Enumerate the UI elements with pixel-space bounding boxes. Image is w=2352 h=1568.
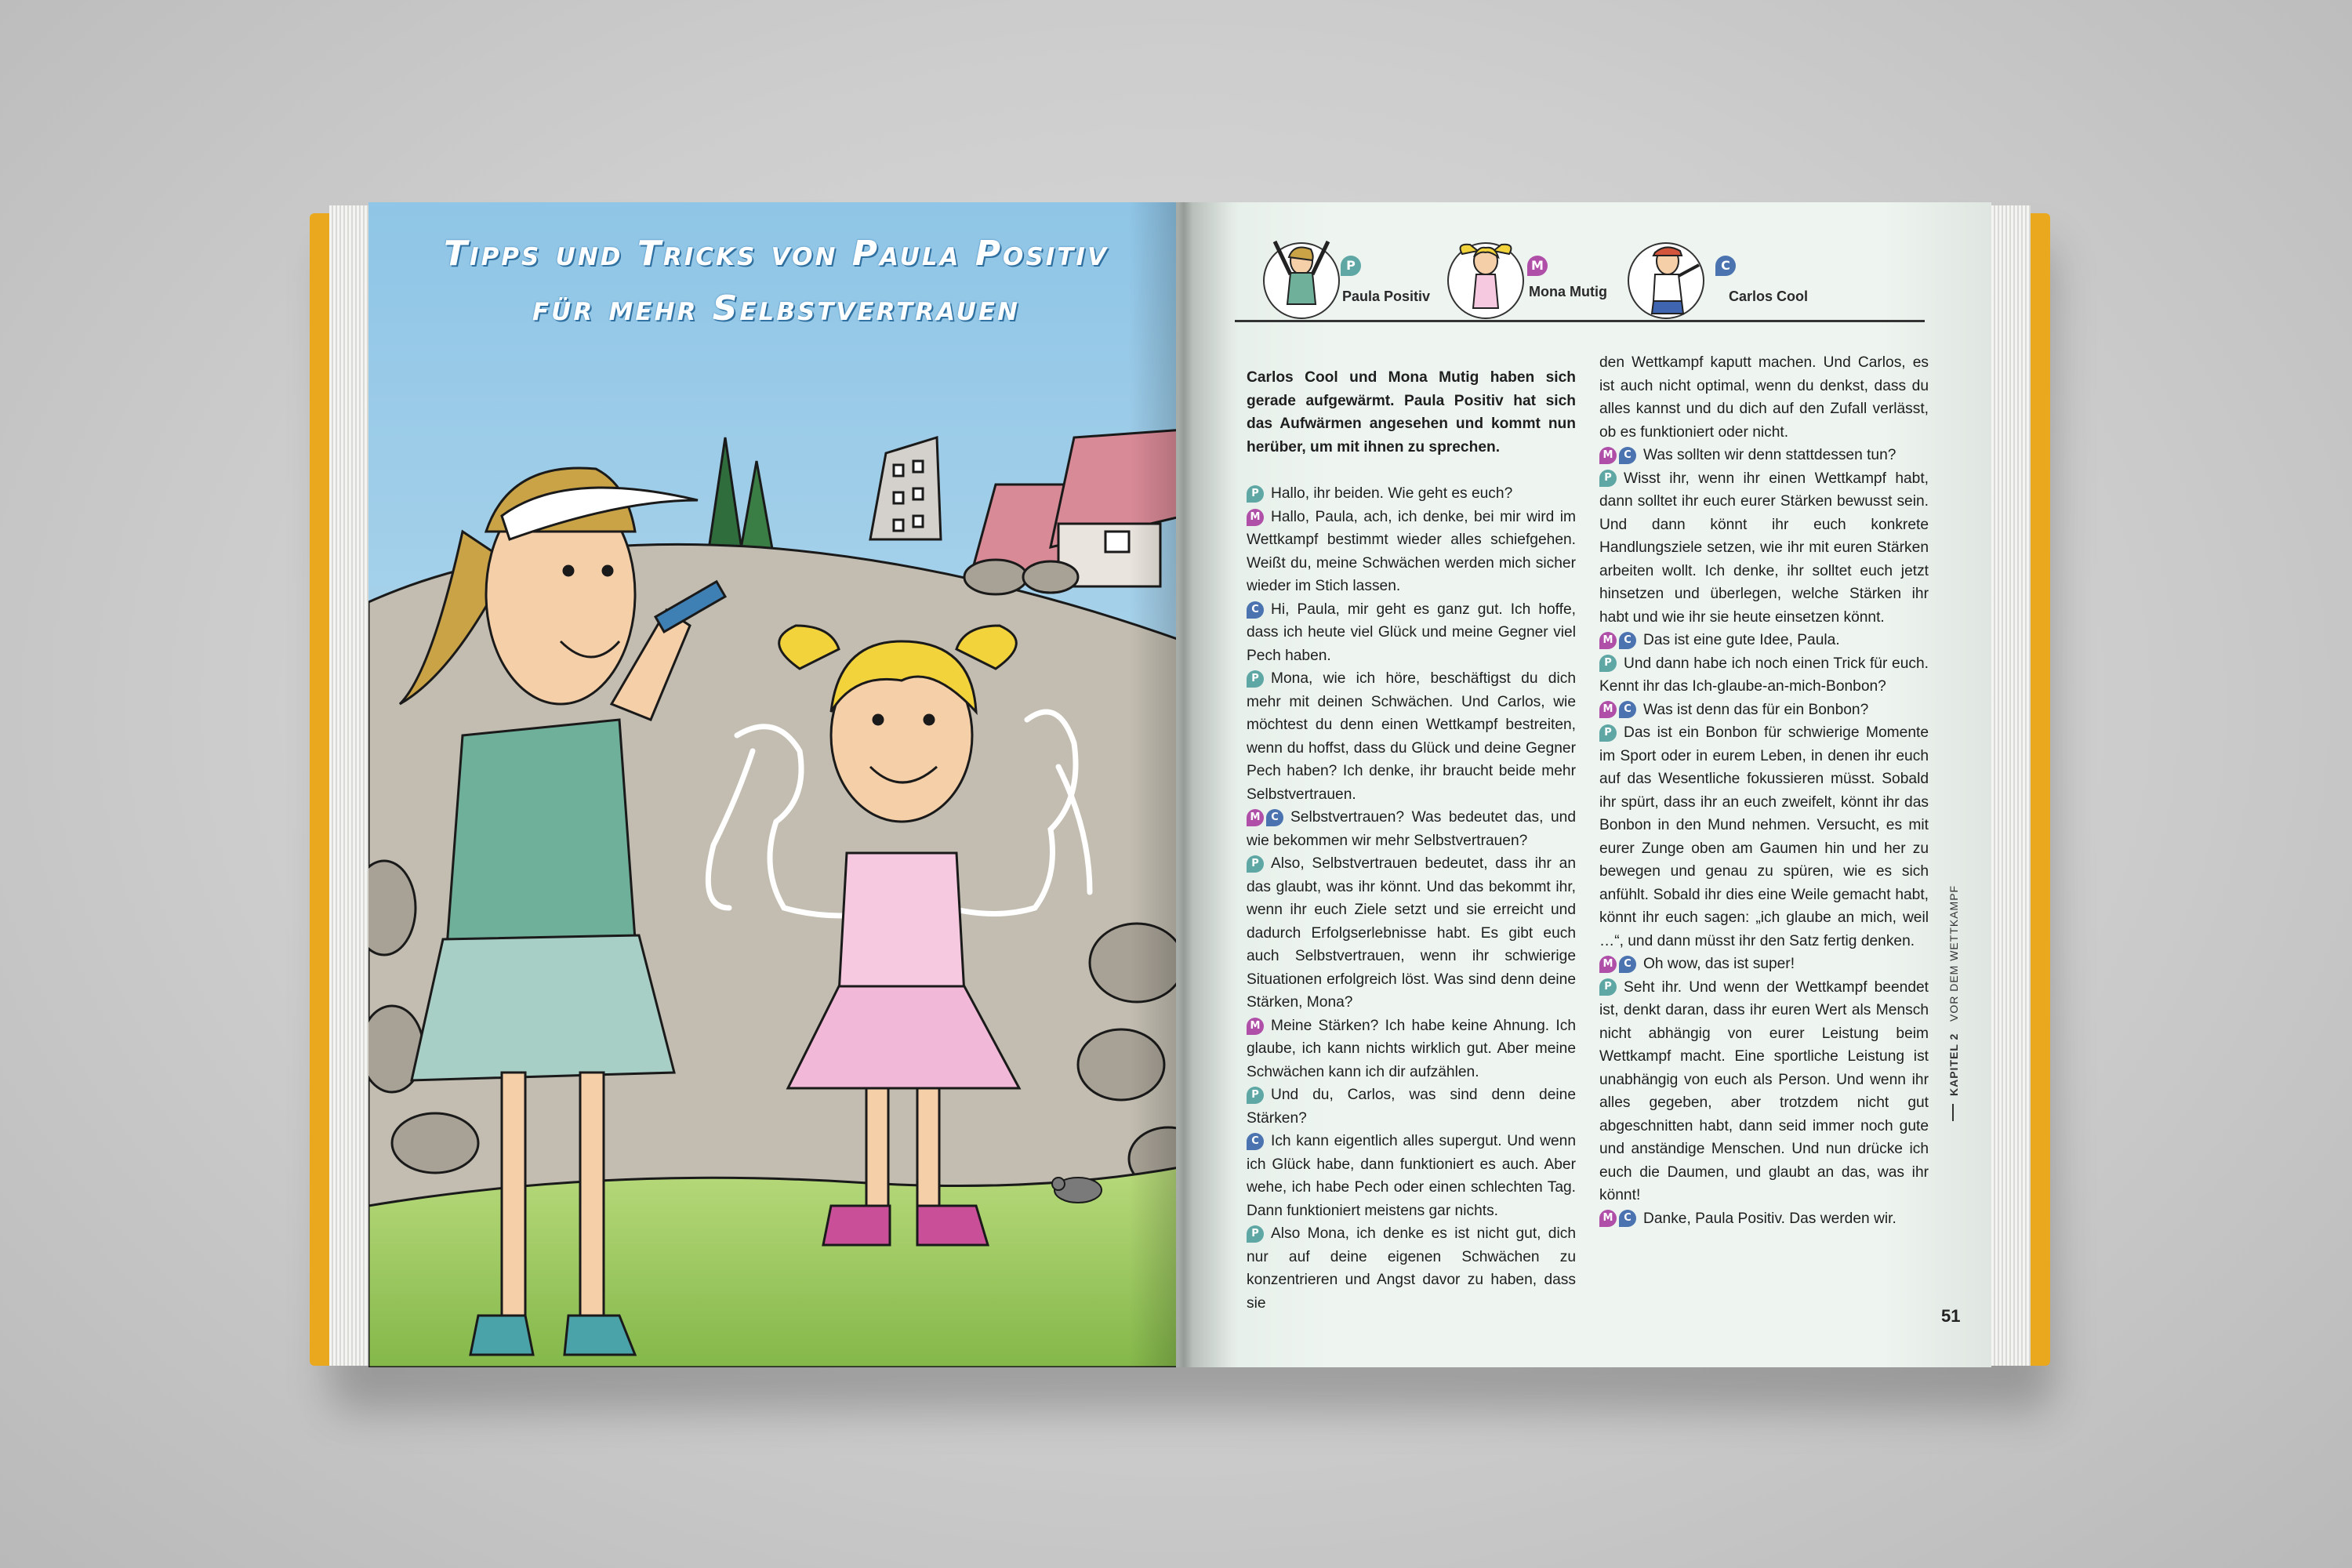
dialogue-line xyxy=(1247,806,1576,852)
dialogue-line xyxy=(1247,1083,1576,1130)
speaker-badge-icon: M xyxy=(1247,1018,1264,1035)
header-rule xyxy=(1235,320,1925,322)
dialogue-line xyxy=(1599,444,1929,467)
carlos-portrait xyxy=(1627,226,1705,320)
dialogue-line xyxy=(1247,1222,1576,1315)
dialogue-line xyxy=(1599,351,1929,444)
speaker-badge-icon: P xyxy=(1599,655,1617,672)
page-number: 51 xyxy=(1941,1306,1961,1326)
speaker-badge-icon: P xyxy=(1247,485,1264,503)
paula-badge: P xyxy=(1341,256,1361,276)
speaker-badge-icon: C xyxy=(1619,956,1636,973)
dialogue-text: Und du, Carlos, was sind denn deine Stärken? xyxy=(1247,1087,1576,1127)
chapter-running-head xyxy=(1947,885,1960,1096)
speaker-icons xyxy=(1599,655,1619,672)
speaker-icons xyxy=(1599,632,1639,648)
dialogue-text: Hallo, ihr beiden. Wie geht es euch? xyxy=(1271,485,1513,503)
dialogue-line xyxy=(1247,667,1576,806)
speaker-icons xyxy=(1599,956,1639,972)
carlos-name: Carlos Cool xyxy=(1729,289,1809,304)
speaker-badge-icon: C xyxy=(1619,447,1636,464)
dialogue-text: Das ist ein Bonbon für schwierige Momente im Sport oder in eurem Leben, in denen ihr euch auf das Wesentliche fokussieren müsst. Sobald ihr spürt, dass ihr an euch zweifelt, könnt ihr das Bonbon in den Mund nehmen. Versucht, es mit eurer Zunge oben am Gaumen hin und her zu bewegen und genau zu spüren, wie es sich anfühlt. Sobald ihr dies eine Weile gemacht habt, könnt ihr euch sagen: „ich glaube an mich, weil …“, und dann müsst ihr den Satz fertig denken. xyxy=(1599,724,1929,949)
speaker-icons xyxy=(1247,601,1266,618)
illustration-title-line1: Tipps und Tricks von Paula Positiv xyxy=(444,234,1109,274)
speaker-icons xyxy=(1247,1018,1266,1034)
dialogue-text: Das ist eine gute Idee, Paula. xyxy=(1643,632,1840,648)
speaker-badge-icon: C xyxy=(1619,632,1636,649)
dialogue-text: Wisst ihr, wenn ihr einen Wettkampf habt, dann solltet ihr euch eurer Stärken bewusst sein. Und dann könnt ihr euch konkrete Handlungsziele setzen, wie ihr mit euren Stärken arbeiten wollt. Ich denke, ihr solltet euch jetzt hinsetzen und überlegen, welche Stärken ihr habt und wie ihr sie heute einsetzen könnt. xyxy=(1599,470,1929,626)
dialogue-text: Meine Stärken? Ich habe keine Ahnung. Ich glaube, ich kann nichts wirklich gut. Aber meine Schwächen kann ich dir aufzählen. xyxy=(1247,1017,1576,1080)
dialogue-text: Ich kann eigentlich alles supergut. Und wenn ich Glück habe, dann funktioniert es auch. Aber wehe, ich habe Pech oder einen schlechten Tag. Dann funktioniert meistens gar nichts. xyxy=(1247,1133,1576,1219)
dialogue-line xyxy=(1247,852,1576,1014)
dialogue-line xyxy=(1599,953,1929,976)
dialogue-line xyxy=(1247,598,1576,668)
chapter-label: KAPITEL 2 xyxy=(1947,1033,1960,1096)
intro-paragraph: Carlos Cool und Mona Mutig haben sich gerade aufgewärmt. Paula Positiv hat sich das Aufwärmen angesehen und kommt nun herüber, um mit ihnen zu sprechen. xyxy=(1247,369,1576,456)
dialogue-line xyxy=(1599,467,1929,630)
dialogue-text: Oh wow, das ist super! xyxy=(1643,956,1795,972)
speaker-badge-icon: C xyxy=(1619,1210,1636,1227)
speaker-badge-icon: P xyxy=(1599,978,1617,996)
mona-portrait xyxy=(1446,226,1525,320)
speaker-badge-icon: P xyxy=(1247,855,1264,873)
dialogue-column-2 xyxy=(1599,351,1929,1230)
speaker-icons xyxy=(1247,670,1266,687)
speaker-icons xyxy=(1247,485,1266,502)
speaker-badge-icon: C xyxy=(1266,809,1283,826)
dialogue-text: Also, Selbstvertrauen bedeutet, dass ihr an das glaubt, was ihr könnt. Und das bekommt ihr, wenn ihr euch Ziele setzt und sie erreicht und dadurch Erfolgserlebnisse habt. Es gibt euch auch Selbstvertrauen, wenn ihr schwierige Situationen erfolgreich löst. Was sind denn deine Stärken, Mona? xyxy=(1247,855,1576,1011)
speaker-badge-icon: C xyxy=(1247,601,1264,619)
speaker-badge-icon: M xyxy=(1599,632,1617,649)
speaker-badge-icon: M xyxy=(1247,509,1264,526)
text-column-1 xyxy=(1247,351,1576,1315)
speaker-badge-icon: M xyxy=(1599,701,1617,718)
speaker-badge-icon: C xyxy=(1619,701,1636,718)
left-page xyxy=(368,202,1184,1367)
dialogue-line xyxy=(1599,976,1929,1207)
speaker-badge-icon: P xyxy=(1599,470,1617,487)
dialogue-column-1 xyxy=(1247,482,1576,1315)
speaker-icons xyxy=(1599,470,1619,487)
speaker-icons xyxy=(1247,1133,1266,1149)
mona-name: Mona Mutig xyxy=(1529,284,1607,299)
dialogue-line xyxy=(1599,629,1929,652)
dialogue-text: Und dann habe ich noch einen Trick für euch. Kennt ihr das Ich-glaube-an-mich-Bonbon? xyxy=(1599,655,1929,695)
dialogue-line xyxy=(1599,721,1929,953)
paula-name: Paula Positiv xyxy=(1342,289,1431,304)
speaker-icons xyxy=(1247,1087,1266,1103)
speaker-badge-icon: M xyxy=(1599,447,1617,464)
speaker-icons xyxy=(1247,509,1266,525)
speaker-icons xyxy=(1247,1225,1266,1242)
speaker-badge-icon: P xyxy=(1247,670,1264,688)
dialogue-text: Danke, Paula Positiv. Das werden wir. xyxy=(1643,1210,1896,1227)
dialogue-line xyxy=(1247,482,1576,506)
dialogue-line xyxy=(1599,699,1929,722)
speaker-icons xyxy=(1599,1210,1639,1227)
mona-badge: M xyxy=(1527,256,1548,276)
speaker-icons xyxy=(1247,809,1286,826)
dialogue-text: Hallo, Paula, ach, ich denke, bei mir wird im Wettkampf bestimmt wieder alles schiefgehen. Weißt du, meine Schwächen werden mich sicher wieder im Stich lassen. xyxy=(1247,508,1576,595)
right-page xyxy=(1176,202,1991,1367)
dialogue-text: Seht ihr. Und wenn der Wettkampf beendet ist, denkt daran, dass ihr euren Wert als Mensch nicht abhängig von eurer Leistung beim Wettkampf macht. Eine sportliche Leistung ist unabhängig von euch als Person. Und wenn ihr alles gegeben, aber trotzdem nicht gut abgeschnitten habt, dann seid immer noch gute und anständige Menschen. Und nun drücke ich euch die Daumen, und glaubt an das, was ihr könnt! xyxy=(1599,978,1929,1203)
speaker-icons xyxy=(1599,702,1639,718)
speaker-badge-icon: P xyxy=(1599,724,1617,742)
speaker-badge-icon: M xyxy=(1599,956,1617,973)
paula-portrait xyxy=(1262,226,1341,320)
dialogue-text: Was sollten wir denn stattdessen tun? xyxy=(1643,447,1896,463)
dialogue-line xyxy=(1247,1014,1576,1084)
dialogue-text: Mona, wie ich höre, beschäftigst du dich mehr mit deinen Schwächen. Und Carlos, wie möchtest du denn einen Wettkampf bestreiten, wenn du hoffst, dass du Glück und deine Gegner Pech haben? Ich denke, ihr braucht beide mehr Selbstvertrauen. xyxy=(1247,670,1576,803)
speaker-badge-icon: P xyxy=(1247,1225,1264,1243)
cartoon-illustration xyxy=(368,202,1184,1367)
speaker-badge-icon: M xyxy=(1247,809,1264,826)
speaker-badge-icon: P xyxy=(1247,1087,1264,1104)
dialogue-text: Hi, Paula, mir geht es ganz gut. Ich hoffe, dass ich heute viel Glück und meine Gegner viel Pech haben. xyxy=(1247,601,1576,664)
dialogue-line xyxy=(1247,506,1576,598)
speaker-badge-icon: M xyxy=(1599,1210,1617,1227)
chapter-tick xyxy=(1952,1104,1954,1121)
speaker-icons xyxy=(1247,855,1266,872)
dialogue-line xyxy=(1599,1207,1929,1231)
dialogue-text: Was ist denn das für ein Bonbon? xyxy=(1643,701,1869,718)
dialogue-line xyxy=(1599,652,1929,699)
speaker-icons xyxy=(1599,979,1619,996)
dialogue-text: Also Mona, ich denke es ist nicht gut, dich nur auf deine eigenen Schwächen zu konzentrieren und Angst davor zu haben, dass sie xyxy=(1247,1225,1576,1312)
speaker-badge-icon: C xyxy=(1247,1133,1264,1150)
dialogue-text: Selbstvertrauen? Was bedeutet das, und wie bekommen wir mehr Selbstvertrauen? xyxy=(1247,809,1576,849)
text-column-2 xyxy=(1599,351,1929,1230)
speaker-icons xyxy=(1599,447,1639,463)
illustration-title-line2: für mehr Selbstvertrauen xyxy=(532,289,1020,328)
speaker-icons xyxy=(1599,724,1619,741)
dialogue-line xyxy=(1247,1130,1576,1222)
chapter-title: VOR DEM WETTKAMPF xyxy=(1947,884,1960,1022)
carlos-badge: C xyxy=(1715,256,1736,276)
dialogue-text: den Wettkampf kaputt machen. Und Carlos, es ist auch nicht optimal, wenn du denkst, dass du alles kannst und du dich auf den Zufall verlässt, ob es funktioniert oder nicht. xyxy=(1599,354,1929,441)
